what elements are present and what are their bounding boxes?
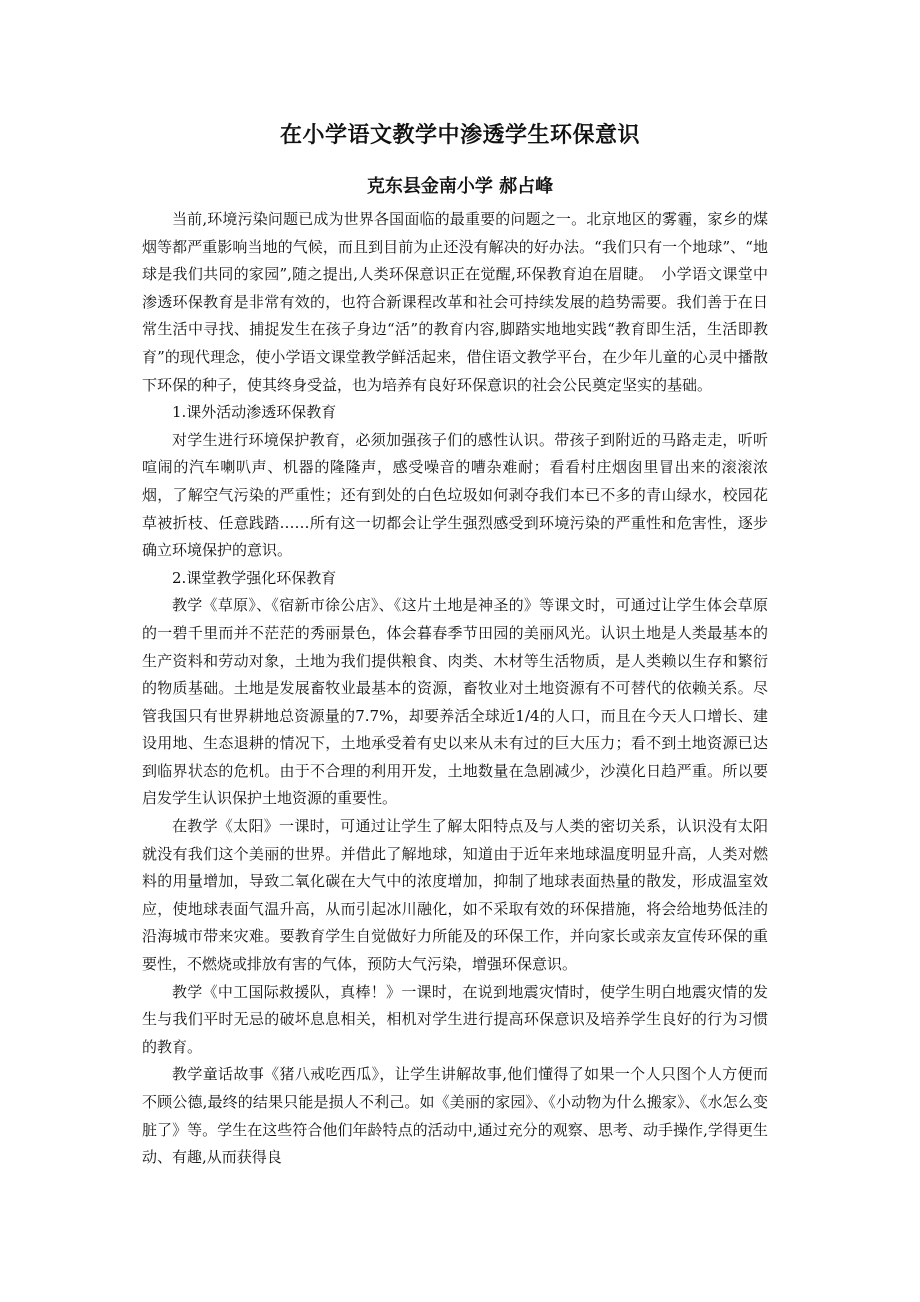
paragraph-intro: 当前,环境污染问题已成为世界各国面临的最重要的问题之一。北京地区的雾霾，家乡的煤烟等都严重影响当地的气候，而且到目前为止还没有解决的好办法。“我们只有一个地球”、“地球是我们共同的家园”,随之提出,人类环保意识正在觉醒,环保教育迫在眉睫。 小学语文课堂中渗透环保教育是非常有效的，也符合新课程改革和社会可持续发展的趋势需要。我们善于在日常生活中寻找、捕捉发生在孩子身边“活”的教育内容,脚踏实地地实践“教育即生活，生活即教育”的现代理念，使小学语文课堂教学鲜活起来，借住语文教学平台，在少年儿童的心灵中播散下环保的种子，使其终身受益，也为培养有良好环保意识的社会公民奠定坚实的基础。 [142, 210, 768, 394]
document-body [142, 206, 768, 1172]
paragraph-outdoor-activities: 对学生进行环境保护教育，必须加强孩子们的感性认识。带孩子到附近的马路走走，听听喧闹的汽车喇叭声、机器的隆隆声，感受噪音的嘈杂难耐；看看村庄烟囱里冒出来的滚滚浓烟，了解空气污染的严重性；还有到处的白色垃圾如何剥夺我们本已不多的青山绿水，校园花草被折枝、任意践踏……所有这一切都会让学生强烈感受到环境污染的严重性和危害性，逐步确立环境保护的意识。 [142, 430, 768, 560]
paragraph-fairy-tale-lesson: 教学童话故事《猪八戒吃西瓜》，让学生讲解故事,他们懂得了如果一个人只图个人方便而不顾公德,最终的结果只能是损人不利己。如《美丽的家园》、《小动物为什么搬家》、《水怎么变脏了》等。学生在这些符合他们年龄特点的活动中,通过充分的观察、思考、动手操作,学得更生动、有趣,从而获得良 [142, 1065, 768, 1167]
section-heading-2: 2.课堂教学强化环保教育 [172, 568, 337, 587]
paragraph-sun-lesson: 在教学《太阳》一课时，可通过让学生了解太阳特点及与人类的密切关系，认识没有太阳就没有我们这个美丽的世界。并借此了解地球，知道由于近年来地球温度明显升高，人类对燃料的用量增加，导致二氧化碳在大气中的浓度增加，抑制了地球表面热量的散发，形成温室效应，使地球表面气温升高，从而引起冰川融化，如不采取有效的环保措施，将会给地势低洼的沿海城市带来灾难。要教育学生自觉做好力所能及的环保工作，并向家长或亲友宣传环保的重要性，不燃烧或排放有害的气体，预防大气污染，增强环保意识。 [142, 817, 768, 974]
document-title: 在小学语文教学中渗透学生环保意识 [279, 123, 640, 148]
paragraph-rescue-team-lesson: 教学《中工国际救援队，真棒！》一课时，在说到地震灾情时，使学生明白地震灾情的发生与我们平时无忌的破坏息息相关，相机对学生进行提高环保意识及培养学生良好的行为习惯的教育。 [142, 982, 768, 1056]
section-heading-1: 1.课外活动渗透环保教育 [172, 403, 337, 422]
paragraph-grassland-lessons: 教学《草原》、《宿新市徐公店》、《这片土地是神圣的》等课文时，可通过让学生体会草原的一碧千里而并不茫茫的秀丽景色，体会暮春季节田园的美丽风光。认识土地是人类最基本的生产资料和劳动对象，土地为我们提供粮食、肉类、木材等生活物质，是人类赖以生存和繁衍的物质基础。土地是发展畜牧业最基本的资源，畜牧业对土地资源有不可替代的依赖关系。尽管我国只有世界耕地总资源量的7.7%，却要养活全球近1/4的人口，而且在今天人口增长、建设用地、生态退耕的情况下，土地承受着有史以来从未有过的巨大压力；看不到土地资源已达到临界状态的危机。由于不合理的利用开发，土地数量在急剧减少，沙漠化日趋严重。所以要启发学生认识保护土地资源的重要性。 [142, 596, 768, 808]
author-byline: 克东县金南小学 郝占峰 [366, 176, 554, 197]
